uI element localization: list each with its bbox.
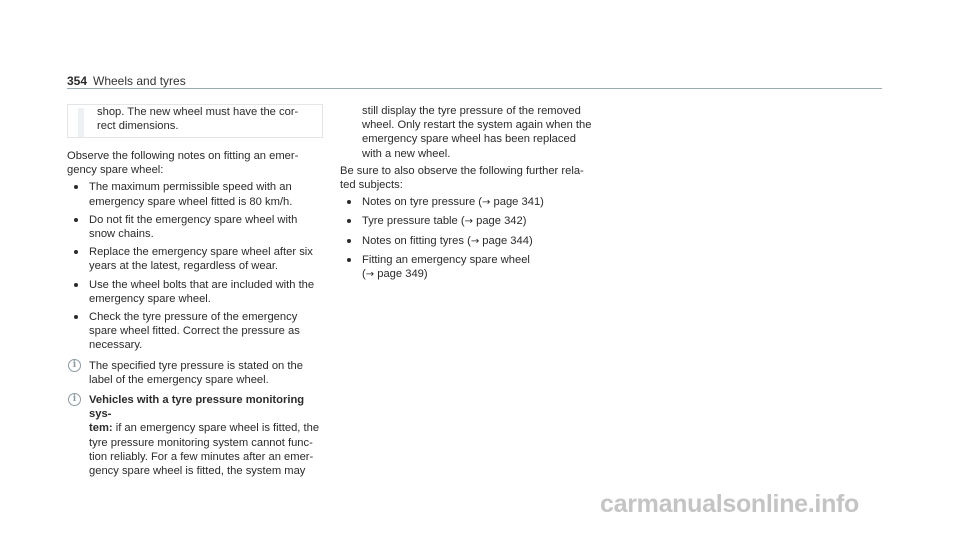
- text-line: gency spare wheel:: [67, 164, 164, 177]
- intro-paragraph: [67, 149, 325, 177]
- bullet-icon: [74, 218, 78, 222]
- link-text[interactable]: Tyre pressure table (: [362, 215, 465, 228]
- list-item: [67, 310, 325, 353]
- page-ref[interactable]: page 342): [472, 215, 527, 228]
- info-icon: i: [68, 393, 81, 406]
- bullet-icon: [74, 315, 78, 319]
- text-line: Do not fit the emergency spare wheel with: [89, 213, 298, 226]
- left-column: [67, 104, 325, 478]
- text-line: Check the tyre pressure of the emergency: [89, 311, 298, 324]
- page-header: [67, 72, 882, 90]
- arrow-right-icon: →: [482, 197, 491, 209]
- right-column: [340, 104, 600, 286]
- bullet-list: [67, 180, 325, 352]
- text-line: shop. The new wheel must have the cor-: [97, 106, 299, 118]
- link-item[interactable]: [340, 214, 600, 229]
- text-line: The maximum permissible speed with an: [89, 181, 292, 194]
- page-ref[interactable]: page 349): [374, 268, 428, 281]
- text-line: emergency spare wheel fitted is 80 km/h.: [89, 195, 293, 208]
- link-item[interactable]: [340, 195, 600, 210]
- note-heading: Vehicles with a tyre pressure monitoring sys-: [89, 394, 305, 421]
- list-item: [67, 245, 325, 273]
- note-text: if an emergency spare wheel is fitted, the: [112, 422, 320, 435]
- section-title: Wheels and tyres: [93, 74, 186, 88]
- bullet-icon: [74, 185, 78, 189]
- link-text[interactable]: (: [362, 268, 366, 281]
- text-line: tion reliably. For a few minutes after an emer-: [89, 450, 314, 463]
- text-line: wheel. Only restart the system again when the: [362, 119, 592, 132]
- watermark: carmanualsonline.info: [600, 490, 860, 518]
- link-text[interactable]: Notes on tyre pressure (: [362, 196, 483, 209]
- link-text[interactable]: Fitting an emergency spare wheel: [362, 253, 530, 266]
- text-line: gency spare wheel is fitted, the system may: [89, 465, 306, 478]
- arrow-right-icon: →: [470, 235, 480, 247]
- list-item: [67, 278, 325, 306]
- related-links-list: [340, 195, 600, 282]
- text-line: still display the tyre pressure of the removed: [362, 105, 581, 117]
- text-line: tyre pressure monitoring system cannot func-: [89, 436, 313, 449]
- note-heading-end: tem:: [89, 422, 113, 435]
- bullet-icon: [74, 283, 78, 287]
- text-line: label of the emergency spare wheel.: [89, 373, 269, 386]
- list-item: [67, 180, 325, 208]
- related-intro: [340, 164, 600, 192]
- continued-text: [97, 105, 322, 133]
- bullet-icon: [347, 239, 351, 243]
- text-line: emergency spare wheel has been replaced: [362, 133, 576, 146]
- continued-warning-box: [67, 104, 323, 138]
- info-icon: i: [68, 359, 81, 372]
- text-line: Observe the following notes on fitting an emer-: [67, 150, 299, 162]
- text-line: Be sure to also observe the following further rela-: [340, 164, 584, 177]
- text-line: Replace the emergency spare wheel after six: [89, 246, 313, 259]
- text-line: with a new wheel.: [362, 147, 451, 160]
- bullet-icon: [347, 258, 351, 262]
- bullet-icon: [347, 219, 351, 223]
- text-line: spare wheel fitted. Correct the pressure as: [89, 325, 300, 338]
- bullet-icon: [74, 250, 78, 254]
- header-rule: [67, 88, 882, 89]
- text-line: snow chains.: [89, 228, 154, 241]
- text-line: necessary.: [89, 339, 143, 352]
- info-note-tpms: [67, 393, 325, 478]
- list-item: [67, 213, 325, 241]
- page-ref[interactable]: page 341): [490, 196, 544, 209]
- arrow-right-icon: →: [464, 216, 473, 228]
- text-line: The specified tyre pressure is stated on the: [89, 359, 303, 372]
- text-line: rect dimensions.: [97, 120, 179, 133]
- text-line: emergency spare wheel.: [89, 292, 211, 305]
- link-item[interactable]: [340, 253, 600, 282]
- link-text[interactable]: Notes on fitting tyres (: [362, 234, 471, 247]
- text-line: ted subjects:: [340, 179, 403, 192]
- text-line: Use the wheel bolts that are included with the: [89, 278, 315, 291]
- arrow-right-icon: →: [365, 269, 375, 281]
- link-item[interactable]: [340, 234, 600, 249]
- warning-bar: [78, 108, 84, 137]
- page-ref[interactable]: page 344): [479, 234, 533, 247]
- info-note: [67, 359, 325, 387]
- text-line: years at the latest, regardless of wear.: [89, 260, 279, 273]
- bullet-icon: [347, 200, 351, 204]
- text-line: [89, 421, 325, 435]
- page-number: 354: [67, 74, 88, 88]
- continued-paragraph: [340, 104, 600, 161]
